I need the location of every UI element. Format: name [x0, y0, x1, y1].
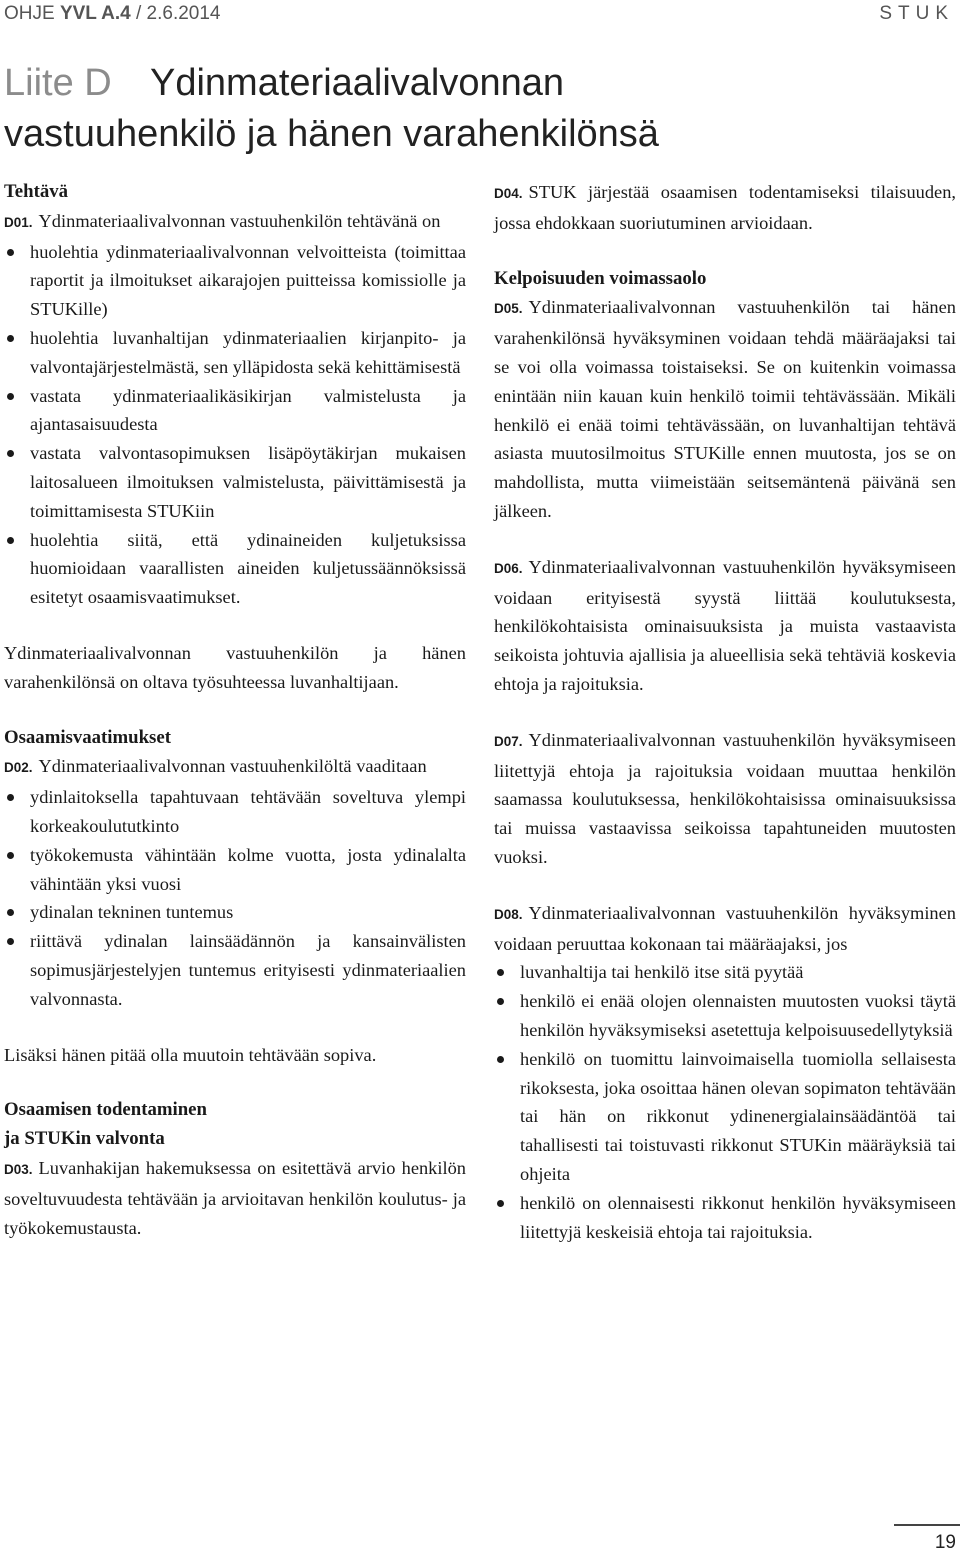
list-item: huolehtia luvanhaltijan ydinmateriaalien kirjanpito- ja valvontajärjestelmästä, sen ylläpidosta sekä kehittämisestä: [4, 324, 466, 382]
paragraph-d07: [494, 726, 956, 872]
list-item: työkokemusta vähintään kolme vuotta, josta ydinalalta vähintään yksi vuosi: [4, 841, 466, 899]
clause-code-d01: D01.: [4, 214, 33, 230]
paragraph-d03: [4, 1154, 466, 1242]
list-item: henkilö on olennaisesti rikkonut henkilön hyväksymiseen liitettyjä keskeisiä ehtoja tai rajoituksia.: [494, 1189, 956, 1247]
paragraph-suitability: Lisäksi hänen pitää olla muutoin tehtävään sopiva.: [4, 1044, 377, 1065]
org-name: STUK: [879, 3, 954, 24]
clause-code-d07: D07.: [494, 733, 523, 749]
left-column: [4, 178, 466, 1242]
heading-task: Tehtävä: [4, 181, 69, 202]
d06-text: Ydinmateriaalivalvonnan vastuuhenkilön hyväksymiseen voidaan erityisestä syystä liittää koulutuksesta, henkilökohtaisista ominaisuuksista ja muista vastaavista seikoista johtuvia ajallisia ja alueellisia sekä tehtäviä koskevia ehtoja ja rajoituksia.: [494, 556, 956, 694]
paragraph-d06: [494, 553, 956, 699]
list-item: huolehtia siitä, että ydinaineiden kuljetuksissa huomioidaan vaarallisten aineiden kuljetussäännöksissä esitetyt osaamisvaatimukset.: [4, 526, 466, 612]
doc-prefix: OHJE: [4, 3, 60, 24]
heading-verification-2: ja STUKin valvonta: [4, 1128, 165, 1150]
paragraph-d01: [4, 207, 466, 238]
paragraph-employment: Ydinmateriaalivalvonnan vastuuhenkilön ja hänen varahenkilönsä on oltava työsuhteessa luvanhaltijaan.: [4, 642, 466, 692]
list-item: luvanhaltija tai henkilö itse sitä pyytää: [494, 958, 956, 987]
list-item: vastata ydinmateriaalikäsikirjan valmistelusta ja ajantasaisuudesta: [4, 382, 466, 440]
clause-code-d02: D02.: [4, 760, 33, 776]
heading-validity: Kelpoisuuden voimassaolo: [494, 267, 707, 289]
title-line-2: vastuuhenkilö ja hänen varahenkilönsä: [4, 113, 659, 155]
paragraph-d04: [494, 178, 956, 238]
clause-code-d06: D06.: [494, 560, 523, 576]
clause-code-d05: D05.: [494, 301, 523, 317]
list-item: ydinalan tekninen tuntemus: [4, 898, 466, 927]
clause-code-d04: D04.: [494, 186, 523, 201]
paragraph-d05: [494, 293, 956, 525]
list-item: vastata valvontasopimuksen lisäpöytäkirjan mukaisen laitosalueen ilmoituksen valmistelusta, päivittämisestä ja toimittamisesta STUKiin: [4, 439, 466, 525]
page-title: [4, 58, 954, 160]
d08-intro: Ydinmateriaalivalvonnan vastuuhenkilön hyväksyminen voidaan peruuttaa kokonaan tai määräajaksi, jos: [494, 902, 956, 954]
page-number: 19: [934, 1532, 956, 1553]
document-reference: [4, 3, 221, 25]
paragraph-d08: [494, 899, 956, 959]
doc-id: YVL A.4: [59, 3, 131, 24]
d04-text: STUK järjestää osaamisen todentamiseksi tilaisuuden, jossa ehdokkaan suoriutuminen arvioidaan.: [494, 182, 956, 233]
paragraph-d02: [4, 752, 466, 783]
d01-list: [4, 238, 466, 612]
list-item: riittävä ydinalan lainsäädännön ja kansainvälisten sopimusjärjestelyjen tuntemus erityisesti ydinmateriaalien valvonnasta.: [4, 927, 466, 1013]
list-item: henkilö on tuomittu lainvoimaisella tuomiolla sellaisesta rikoksesta, joka osoittaa hänen olevan sopimaton tehtävään tai hän on rikkonut ydinenergialainsäädäntöä tai tahallisesti tai toistuvasti rikkonut STUKin määräyksiä tai ohjeita: [494, 1045, 956, 1189]
d07-text: Ydinmateriaalivalvonnan vastuuhenkilön hyväksymiseen liitettyjä ehtoja ja rajoituksia voidaan muuttaa henkilön saamassa koulutuksessa, henkilökohtaisissa ominaisuuksissa tai muissa vastaavissa seikoissa tapahtuneiden muutosten vuoksi.: [494, 729, 956, 867]
appendix-label: Liite D: [4, 62, 112, 104]
page-header: [0, 0, 960, 28]
d02-intro: Ydinmateriaalivalvonnan vastuuhenkilöltä vaaditaan: [38, 756, 427, 777]
d01-intro: Ydinmateriaalivalvonnan vastuuhenkilön tehtävänä on: [38, 210, 441, 231]
clause-code-d08: D08.: [494, 906, 523, 922]
right-column: [494, 178, 956, 1246]
d02-list: [4, 783, 466, 1013]
list-item: ydinlaitoksella tapahtuvaan tehtävään soveltuva ylempi korkeakoulututkinto: [4, 783, 466, 841]
heading-competence: Osaamisvaatimukset: [4, 726, 171, 748]
d08-list: [494, 958, 956, 1246]
heading-verification-1: Osaamisen todentaminen: [4, 1099, 207, 1121]
doc-date: / 2.6.2014: [130, 3, 221, 24]
footer-rule: [894, 1524, 960, 1526]
d05-text: Ydinmateriaalivalvonnan vastuuhenkilön tai hänen varahenkilönsä hyväksyminen voidaan tehdä määräajaksi tai se voi olla voimassa toistaiseksi. Se on kuitenkin voimassa enintään niin kauan kuin henkilö toimii tehtävässään. Mikäli henkilö ei enää toimi tehtävässään, on luvanhaltijan tehtävä asiasta muutosilmoitus STUKille ennen muutosta, jos se on mahdollista, mutta viimeistään seitsemäntenä päivänä sen jälkeen.: [494, 297, 956, 521]
d03-text: Luvanhakijan hakemuksessa on esitettävä arvio henkilön soveltuvuudesta tehtävään ja arvioitavan henkilön koulutus- ja työkokemustausta.: [4, 1157, 466, 1238]
clause-code-d03: D03.: [4, 1161, 33, 1177]
list-item: henkilö ei enää olojen olennaisten muutosten vuoksi täytä henkilön hyväksymiseksi asetettuja kelpoisuusedellytyksiä: [494, 987, 956, 1045]
title-line-1: Ydinmateriaalivalvonnan: [150, 62, 565, 104]
list-item: huolehtia ydinmateriaalivalvonnan velvoitteista (toimittaa raportit ja ilmoitukset aikarajojen puitteissa komissiolle ja STUKille): [4, 238, 466, 324]
